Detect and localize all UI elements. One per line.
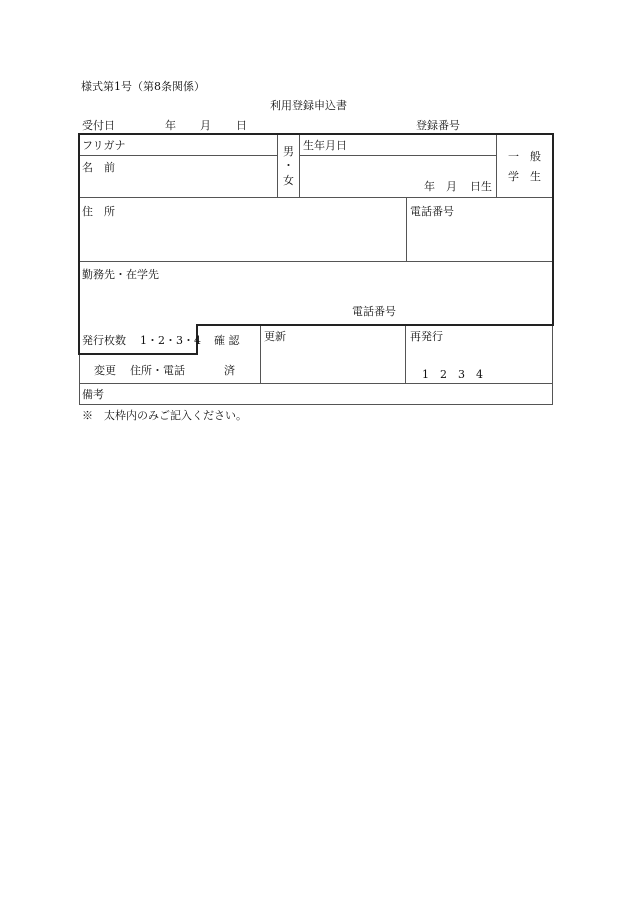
form-number: 様式第1号（第8条関係） bbox=[81, 80, 205, 93]
renewal-left-line bbox=[260, 324, 261, 384]
furigana-label: フリガナ bbox=[82, 139, 126, 152]
reception-month: 月 bbox=[200, 119, 211, 132]
outer-bottom-border bbox=[79, 404, 553, 405]
address-top-line bbox=[80, 197, 552, 198]
bold-frame-top bbox=[78, 133, 554, 135]
sex-left-line bbox=[277, 135, 278, 197]
bold-frame-left bbox=[78, 133, 80, 355]
issue-count-options: 1・2・3・4 bbox=[140, 334, 201, 347]
workplace-top-line bbox=[80, 261, 552, 262]
reissue-label: 再発行 bbox=[410, 330, 443, 343]
done-label: 済 bbox=[224, 364, 235, 377]
form-title: 利用登録申込書 bbox=[270, 99, 347, 112]
remarks-top-line bbox=[79, 383, 553, 384]
renewal-label: 更新 bbox=[264, 330, 286, 343]
reissue-3: 3 bbox=[458, 368, 465, 381]
bold-frame-bottom-left bbox=[78, 353, 198, 355]
remarks-label: 備考 bbox=[82, 388, 104, 401]
reissue-2: 2 bbox=[440, 368, 447, 381]
birth-day: 日生 bbox=[470, 180, 492, 193]
name-label: 名 前 bbox=[82, 161, 115, 174]
reissue-1: 1 bbox=[422, 368, 429, 381]
birth-month: 月 bbox=[446, 180, 457, 193]
category-general: 一 般 bbox=[508, 150, 541, 163]
workplace-phone-label: 電話番号 bbox=[352, 305, 396, 318]
bold-frame-bottom-right bbox=[196, 324, 554, 326]
reissue-4: 4 bbox=[476, 368, 483, 381]
change-label: 変更 bbox=[94, 364, 116, 377]
birth-year: 年 bbox=[424, 180, 435, 193]
footer-note: ※ 太枠内のみご記入ください。 bbox=[82, 409, 247, 422]
reissue-left-line bbox=[405, 324, 406, 384]
sex-male: 男 bbox=[283, 145, 294, 158]
registration-number-label: 登録番号 bbox=[416, 119, 460, 132]
birthdate-label: 生年月日 bbox=[303, 139, 347, 152]
address-label: 住 所 bbox=[82, 205, 115, 218]
category-student: 学 生 bbox=[508, 170, 541, 183]
outer-right-border bbox=[552, 324, 553, 405]
reception-year: 年 bbox=[165, 119, 176, 132]
category-left-line bbox=[496, 135, 497, 197]
birthdate-divider bbox=[299, 155, 496, 156]
sex-dot: ・ bbox=[283, 159, 294, 172]
sex-right-line bbox=[299, 135, 300, 197]
confirm-label: 確 認 bbox=[214, 334, 240, 347]
bold-frame-right bbox=[552, 133, 554, 326]
change-items: 住所・電話 bbox=[130, 364, 185, 377]
reception-day: 日 bbox=[236, 119, 247, 132]
address-phone-label: 電話番号 bbox=[410, 205, 454, 218]
furigana-bottom-line bbox=[80, 155, 277, 156]
phone-left-line bbox=[406, 197, 407, 262]
issue-count-label: 発行枚数 bbox=[82, 334, 126, 347]
sex-female: 女 bbox=[283, 174, 294, 187]
reception-date-label: 受付日 bbox=[82, 119, 115, 132]
workplace-label: 勤務先・在学先 bbox=[82, 268, 159, 281]
